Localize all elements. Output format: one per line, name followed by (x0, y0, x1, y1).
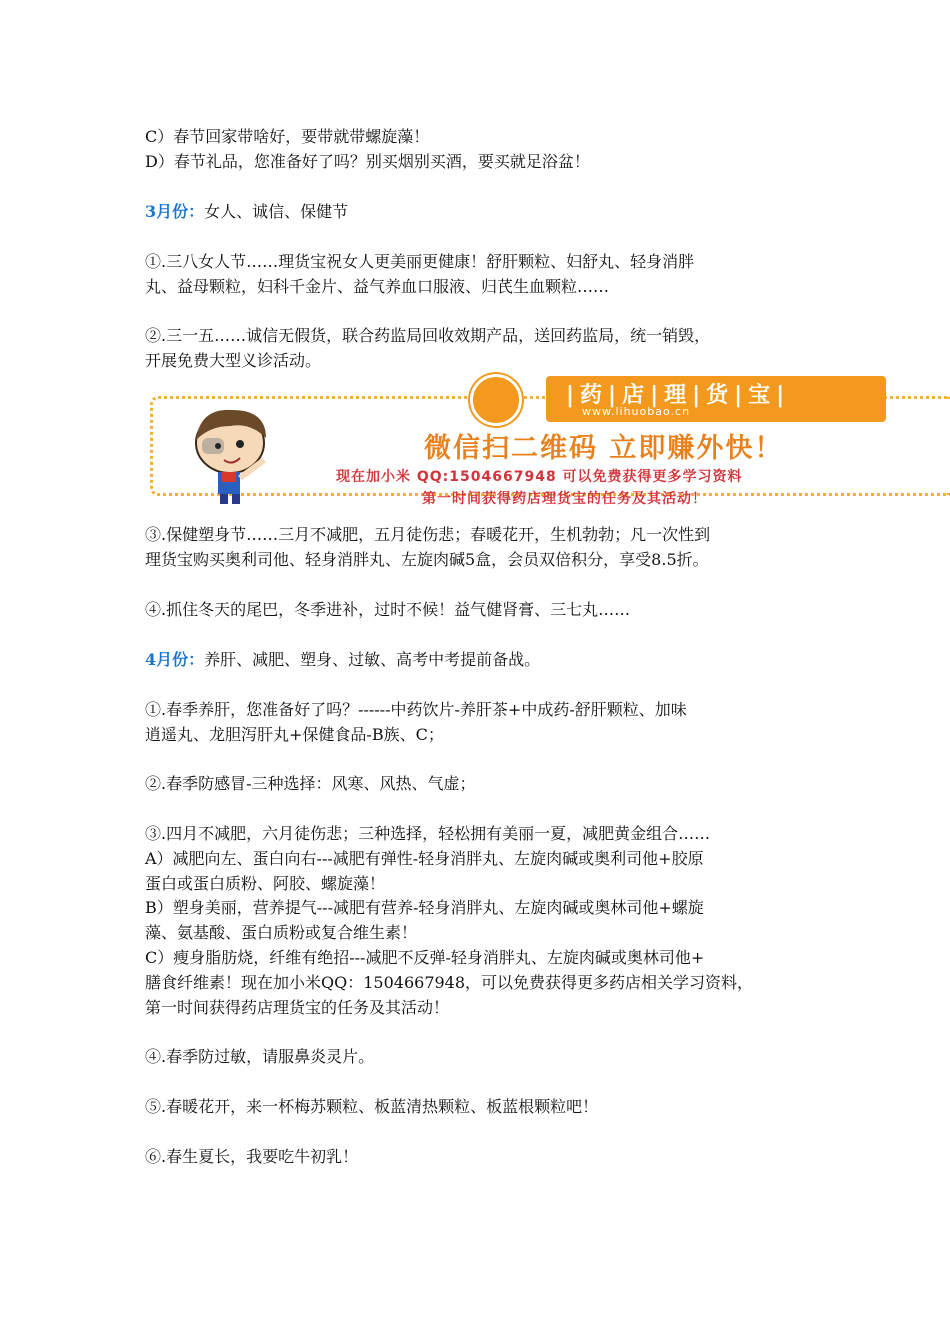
text-line: 第一时间获得药店理货宝的任务及其活动！ (145, 998, 450, 1017)
logo-text: |药|店|理|货|宝| (566, 383, 791, 408)
banner-qq-line: 现在加小米 QQ:1504667948 可以免费获得更多学习资料 (336, 469, 743, 485)
text-line: 理货宝购买奥利司他、轻身消胖丸、左旋肉碱5盒，会员双倍积分，享受8.5折。 (145, 550, 709, 569)
heading-topic: 女人、诚信、保健节 (204, 202, 349, 221)
banner-headline: 微信扫二维码 立即赚外快！ (424, 433, 784, 464)
text-line: ④.春季防过敏，请服鼻炎灵片。 (145, 1047, 375, 1066)
logo-url: www.lihuobao.cn (582, 405, 691, 418)
text-line: C）春节回家带啥好，要带就带螺旋藻！ (145, 127, 430, 146)
text-line: ②.春季防感冒-三种选择：风寒、风热、气虚； (145, 774, 476, 793)
text-line: 膳食纤维素！现在加小米QQ：1504667948，可以免费获得更多药店相关学习资料， (145, 973, 754, 992)
text-line: ③.保健塑身节……三月不减肥，五月徒伤悲；春暖花开，生机勃勃；凡一次性到 (145, 525, 711, 544)
cartoon-boy-icon (180, 398, 290, 508)
money-bag-logo-icon (470, 374, 522, 426)
text-line: ③.四月不减肥，六月徒伤悲；三种选择，轻松拥有美丽一夏，减肥黄金组合…… (145, 824, 711, 843)
text-line: ①.春季养肝，您准备好了吗？------中药饮片-养肝茶+中成药-舒肝颗粒、加味 (145, 700, 687, 719)
text-line: B）塑身美丽，营养提气---减肥有营养-轻身消胖丸、左旋肉碱或奥林司他+螺旋 (145, 898, 704, 917)
section-heading-march (145, 202, 348, 222)
section-heading-april (145, 650, 540, 670)
promo-banner (150, 376, 950, 514)
text-line: ⑤.春暖花开，来一杯梅苏颗粒、板蓝清热颗粒、板蓝根颗粒吧！ (145, 1097, 599, 1116)
text-line: ①.三八女人节……理货宝祝女人更美丽更健康！舒肝颗粒、妇舒丸、轻身消胖 (145, 252, 695, 271)
heading-topic: 养肝、减肥、塑身、过敏、高考中考提前备战。 (204, 650, 541, 669)
text-line: C）瘦身脂肪烧，纤维有绝招---减肥不反弹-轻身消胖丸、左旋肉碱或奥林司他+ (145, 948, 705, 967)
text-line: ⑥.春生夏长，我要吃牛初乳！ (145, 1147, 359, 1166)
month-label: 4月份： (145, 650, 205, 669)
text-line: ④.抓住冬天的尾巴，冬季进补，过时不候！益气健肾膏、三七丸…… (145, 600, 631, 619)
text-line: ②.三一五……诚信无假货，联合药监局回收效期产品，送回药监局，统一销毁， (145, 326, 711, 345)
text-line: 开展免费大型义诊活动。 (145, 351, 322, 370)
text-line: A）减肥向左、蛋白向右---减肥有弹性-轻身消胖丸、左旋肉碱或奥利司他+胶原 (145, 849, 704, 868)
text-line: 藻、氨基酸、蛋白质粉或复合维生素！ (145, 923, 418, 942)
month-label: 3月份： (145, 202, 205, 221)
text-line: 丸、益母颗粒，妇科千金片、益气养血口服液、归芪生血颗粒…… (145, 277, 610, 296)
text-line: 蛋白或蛋白质粉、阿胶、螺旋藻！ (145, 874, 386, 893)
text-line: D）春节礼品，您准备好了吗？别买烟别买酒，要买就足浴盆！ (145, 152, 590, 171)
banner-activity-line: 第一时间获得药店理货宝的任务及其活动！ (422, 491, 707, 507)
text-line: 逍遥丸、龙胆泻肝丸+保健食品-B族、C； (145, 725, 444, 744)
